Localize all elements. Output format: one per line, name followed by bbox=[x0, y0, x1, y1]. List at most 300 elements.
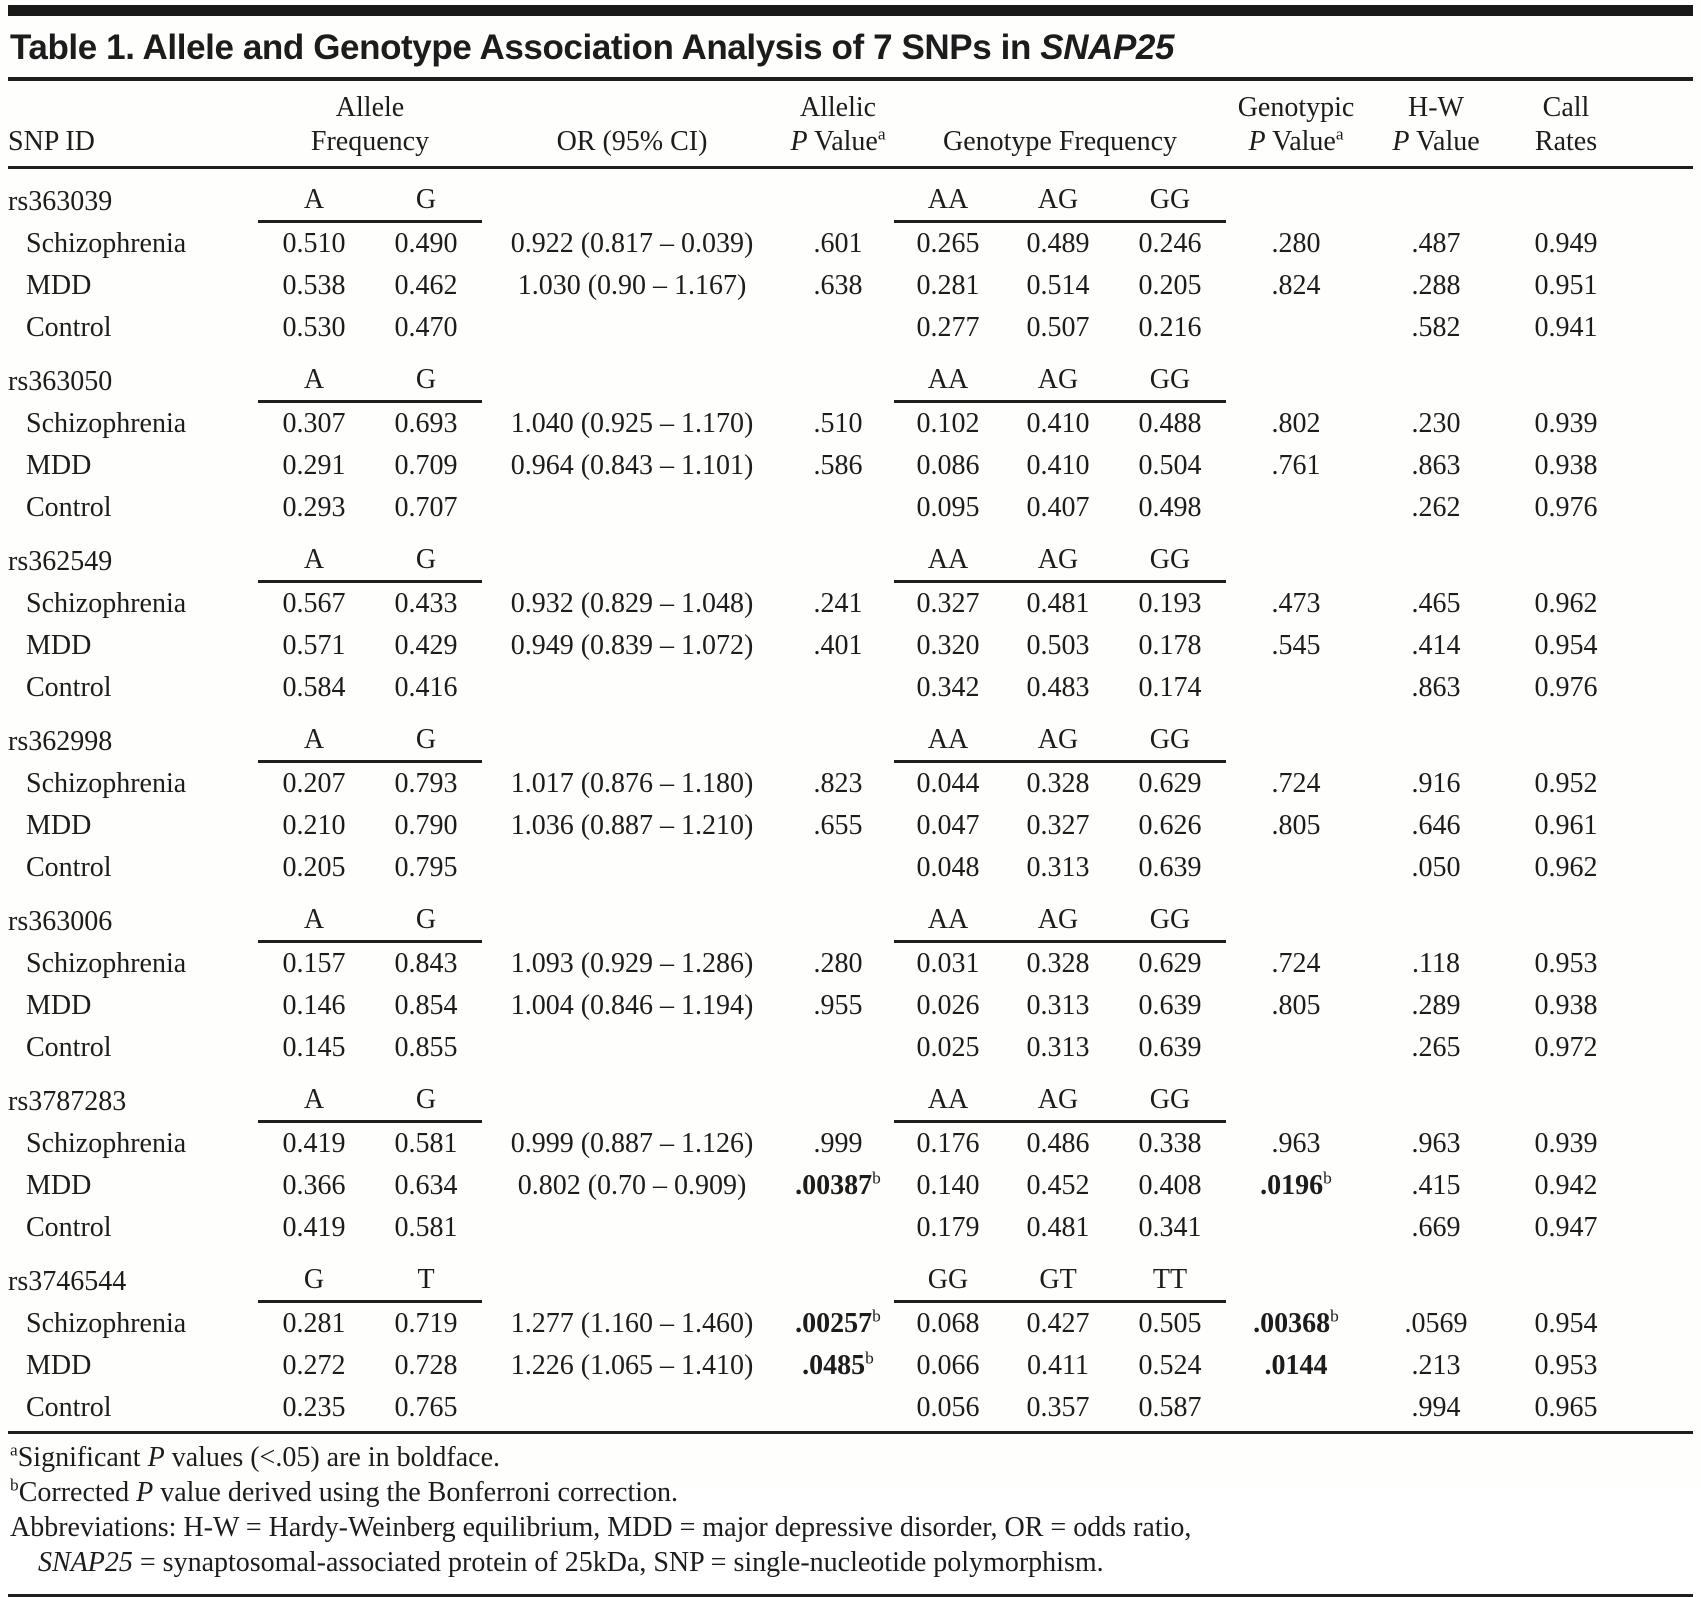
genotype-freq-value: 0.328 bbox=[1026, 948, 1090, 979]
genotype-freq-value: 0.488 bbox=[1138, 408, 1202, 439]
allelic-p-value-text: .00257 bbox=[795, 1308, 873, 1339]
snp-id: rs363050 bbox=[8, 365, 113, 397]
spacer bbox=[1366, 168, 1506, 222]
spacer bbox=[1626, 529, 1693, 582]
col-header-hw-p bbox=[1366, 125, 1506, 168]
call-rate-value: 0.947 bbox=[1534, 1212, 1598, 1243]
filler bbox=[1626, 582, 1693, 626]
table-title-text: Table 1. Allele and Genotype Association Analysis of 7 SNPs in bbox=[10, 28, 1041, 67]
spacer bbox=[1626, 168, 1693, 222]
genotype-freq-value: 0.507 bbox=[1026, 312, 1090, 343]
genotype-freq-value: 0.327 bbox=[916, 588, 980, 619]
genotype-freq-value: 0.056 bbox=[916, 1392, 980, 1423]
group-label: MDD bbox=[26, 1170, 92, 1201]
col-header-snp-id: SNP ID bbox=[8, 125, 258, 168]
spacer bbox=[482, 529, 782, 582]
genotype-freq-value: 0.483 bbox=[1026, 672, 1090, 703]
genotype-freq-value: 0.313 bbox=[1026, 852, 1090, 883]
footnote-a bbox=[10, 1440, 1693, 1475]
hw-p-value: .0569 bbox=[1404, 1308, 1468, 1339]
allelic-p-value-text: .955 bbox=[813, 990, 863, 1021]
or-ci-value: 1.036 (0.887 – 1.210) bbox=[510, 810, 754, 841]
or-ci-value: 0.999 (0.887 – 1.126) bbox=[510, 1128, 754, 1159]
abbreviations-text: = synaptosomal-associated protein of 25kDa, SNP = single-nucleotide polymorphism. bbox=[132, 1547, 1104, 1578]
call-rate-value: 0.938 bbox=[1534, 990, 1598, 1021]
allele-freq-value: 0.719 bbox=[394, 1308, 458, 1339]
allelic-p-value bbox=[782, 1345, 894, 1387]
genotypic-p-value bbox=[1226, 445, 1366, 487]
genotype-label: GG bbox=[1114, 1069, 1226, 1122]
table-row bbox=[8, 667, 1693, 709]
hw-p-value: .213 bbox=[1411, 1350, 1461, 1381]
p-italic: P bbox=[147, 1442, 165, 1473]
footnote-a-marker: a bbox=[10, 1440, 18, 1460]
spacer bbox=[1226, 529, 1366, 582]
hw-p-value: .288 bbox=[1411, 270, 1461, 301]
or-ci-value: 0.949 (0.839 – 1.072) bbox=[510, 630, 754, 661]
allele-label: G bbox=[370, 349, 482, 402]
hw-p-value: .994 bbox=[1411, 1392, 1461, 1423]
genotype-freq-value: 0.328 bbox=[1026, 768, 1090, 799]
allele-freq-value: 0.693 bbox=[394, 408, 458, 439]
genotypic-p-value bbox=[1226, 805, 1366, 847]
genotypic-p-value bbox=[1226, 1302, 1366, 1346]
or-ci-value: 1.093 (0.929 – 1.286) bbox=[510, 948, 754, 979]
p-italic: P bbox=[136, 1477, 154, 1508]
genotype-freq-value: 0.140 bbox=[916, 1170, 980, 1201]
spacer bbox=[1226, 709, 1366, 762]
genotype-freq-value: 0.639 bbox=[1138, 1032, 1202, 1063]
col-header-genotype-frequency: Genotype Frequency bbox=[894, 125, 1226, 168]
hw-p-value: .050 bbox=[1411, 852, 1461, 883]
allele-freq-value: 0.145 bbox=[282, 1032, 346, 1063]
genotypic-p-value bbox=[1226, 667, 1366, 709]
genotype-freq-value: 0.277 bbox=[916, 312, 980, 343]
allele-freq-value: 0.765 bbox=[394, 1392, 458, 1423]
genotype-label: AG bbox=[1002, 529, 1114, 582]
allelic-p-value-text: .280 bbox=[813, 948, 863, 979]
call-rate-value: 0.951 bbox=[1534, 270, 1598, 301]
filler bbox=[1626, 307, 1693, 349]
genotype-freq-value: 0.031 bbox=[916, 948, 980, 979]
spacer bbox=[1626, 1249, 1693, 1302]
filler bbox=[1626, 265, 1693, 307]
footnote-b-marker: b bbox=[865, 1348, 874, 1368]
or-ci-empty bbox=[482, 307, 782, 349]
spacer bbox=[782, 529, 894, 582]
allele-label: G bbox=[370, 529, 482, 582]
genotype-freq-value: 0.026 bbox=[916, 990, 980, 1021]
or-ci-value: 0.802 (0.70 – 0.909) bbox=[517, 1170, 747, 1201]
allele-label: G bbox=[370, 889, 482, 942]
hw-p-value: .487 bbox=[1411, 228, 1461, 259]
col-header-allele: Allele bbox=[335, 92, 405, 123]
genotype-freq-value: 0.068 bbox=[916, 1308, 980, 1339]
footnote-b-marker: b bbox=[872, 1168, 881, 1188]
genotypic-p-value-text: .824 bbox=[1271, 270, 1321, 301]
genotype-freq-value: 0.408 bbox=[1138, 1170, 1202, 1201]
allele-freq-value: 0.538 bbox=[282, 270, 346, 301]
call-rate-value: 0.949 bbox=[1534, 228, 1598, 259]
genotype-label: AA bbox=[894, 168, 1002, 222]
spacer bbox=[782, 1069, 894, 1122]
call-rate-value: 0.954 bbox=[1534, 630, 1598, 661]
allele-freq-value: 0.157 bbox=[282, 948, 346, 979]
spacer bbox=[1626, 349, 1693, 402]
allelic-p-value bbox=[782, 265, 894, 307]
table-row bbox=[8, 1387, 1693, 1429]
allele-label: A bbox=[258, 1069, 370, 1122]
hw-p-value: .646 bbox=[1411, 810, 1461, 841]
allele-label: A bbox=[258, 349, 370, 402]
allelic-p-value-text: .401 bbox=[813, 630, 863, 661]
table-row bbox=[8, 1302, 1693, 1346]
call-rate-value: 0.953 bbox=[1534, 1350, 1598, 1381]
call-rate-value: 0.976 bbox=[1534, 672, 1598, 703]
spacer bbox=[482, 1069, 782, 1122]
spacer bbox=[1226, 1069, 1366, 1122]
call-rate-value: 0.972 bbox=[1534, 1032, 1598, 1063]
allelic-p-value bbox=[782, 847, 894, 889]
genotype-freq-value: 0.639 bbox=[1138, 852, 1202, 883]
allele-freq-value: 0.419 bbox=[282, 1212, 346, 1243]
allele-freq-value: 0.429 bbox=[394, 630, 458, 661]
or-ci-value: 1.226 (1.065 – 1.410) bbox=[510, 1350, 754, 1381]
genotype-freq-value: 0.048 bbox=[916, 852, 980, 883]
hw-p-value: .963 bbox=[1411, 1128, 1461, 1159]
col-header-call: Call bbox=[1542, 92, 1590, 123]
genotype-label: AG bbox=[1002, 709, 1114, 762]
genotype-freq-value: 0.246 bbox=[1138, 228, 1202, 259]
call-rate-value: 0.965 bbox=[1534, 1392, 1598, 1423]
allelic-p-value bbox=[782, 222, 894, 266]
genotype-freq-value: 0.281 bbox=[916, 270, 980, 301]
group-label: MDD bbox=[26, 270, 92, 301]
genotypic-p-value-text: .473 bbox=[1271, 588, 1321, 619]
group-label: MDD bbox=[26, 990, 92, 1021]
abbreviations-line-1: Abbreviations: H-W = Hardy-Weinberg equilibrium, MDD = major depressive disorder, OR = odds ratio, bbox=[10, 1512, 1192, 1543]
genotypic-p-value bbox=[1226, 762, 1366, 806]
allele-freq-value: 0.416 bbox=[394, 672, 458, 703]
allelic-p-value bbox=[782, 1165, 894, 1207]
allele-freq-value: 0.146 bbox=[282, 990, 346, 1021]
allele-freq-value: 0.843 bbox=[394, 948, 458, 979]
allelic-p-value-text: .655 bbox=[813, 810, 863, 841]
or-ci-empty bbox=[482, 1387, 782, 1429]
filler bbox=[1626, 1302, 1693, 1346]
genotype-freq-value: 0.486 bbox=[1026, 1128, 1090, 1159]
genotypic-p-value bbox=[1226, 222, 1366, 266]
allele-freq-value: 0.470 bbox=[394, 312, 458, 343]
allele-freq-value: 0.462 bbox=[394, 270, 458, 301]
genotype-freq-value: 0.452 bbox=[1026, 1170, 1090, 1201]
genotype-freq-value: 0.342 bbox=[916, 672, 980, 703]
header-row-2 bbox=[8, 125, 1693, 168]
genotypic-p-value-text: .545 bbox=[1271, 630, 1321, 661]
spacer bbox=[482, 709, 782, 762]
group-label: Control bbox=[26, 492, 112, 523]
genotypic-p-value bbox=[1226, 307, 1366, 349]
spacer bbox=[482, 889, 782, 942]
snp-allele-header-row bbox=[8, 349, 1693, 402]
genotypic-p-value bbox=[1226, 402, 1366, 446]
table-row bbox=[8, 307, 1693, 349]
genotype-label: GG bbox=[1114, 168, 1226, 222]
or-ci-empty bbox=[482, 487, 782, 529]
genotype-freq-value: 0.193 bbox=[1138, 588, 1202, 619]
snp-allele-header-row bbox=[8, 529, 1693, 582]
snp-id: rs363006 bbox=[8, 905, 113, 937]
filler bbox=[1626, 1122, 1693, 1166]
allele-freq-value: 0.581 bbox=[394, 1128, 458, 1159]
top-rule-bar bbox=[8, 5, 1693, 16]
p-italic: P bbox=[790, 126, 808, 157]
gene-name-italic: SNAP25 bbox=[1040, 28, 1175, 67]
table-row bbox=[8, 265, 1693, 307]
spacer bbox=[1506, 168, 1626, 222]
snp-allele-header-row bbox=[8, 889, 1693, 942]
allele-freq-value: 0.709 bbox=[394, 450, 458, 481]
allelic-p-value-text: .510 bbox=[813, 408, 863, 439]
genotype-freq-value: 0.639 bbox=[1138, 990, 1202, 1021]
hw-p-value: .415 bbox=[1411, 1170, 1461, 1201]
genotype-freq-value: 0.629 bbox=[1138, 768, 1202, 799]
snp-allele-header-row bbox=[8, 1249, 1693, 1302]
filler bbox=[1626, 985, 1693, 1027]
allelic-p-value-text: .0485 bbox=[802, 1350, 866, 1381]
call-rate-value: 0.938 bbox=[1534, 450, 1598, 481]
genotype-freq-value: 0.427 bbox=[1026, 1308, 1090, 1339]
genotype-label: GG bbox=[894, 1249, 1002, 1302]
allele-label: A bbox=[258, 168, 370, 222]
allele-freq-value: 0.795 bbox=[394, 852, 458, 883]
filler bbox=[1626, 667, 1693, 709]
filler bbox=[1626, 942, 1693, 986]
call-rate-value: 0.953 bbox=[1534, 948, 1598, 979]
spacer bbox=[1626, 709, 1693, 762]
genotype-label: AG bbox=[1002, 889, 1114, 942]
header-spacer bbox=[894, 81, 1226, 125]
allele-freq-value: 0.855 bbox=[394, 1032, 458, 1063]
allele-freq-value: 0.419 bbox=[282, 1128, 346, 1159]
table-title bbox=[8, 16, 1693, 81]
group-label: Schizophrenia bbox=[26, 948, 187, 979]
genotype-freq-value: 0.102 bbox=[916, 408, 980, 439]
allelic-p-value bbox=[782, 762, 894, 806]
genotype-label: AA bbox=[894, 889, 1002, 942]
filler bbox=[1626, 1345, 1693, 1387]
footnote-b-marker: b bbox=[1330, 1306, 1339, 1326]
genotype-freq-value: 0.313 bbox=[1026, 1032, 1090, 1063]
spacer bbox=[1226, 1249, 1366, 1302]
group-label: Control bbox=[26, 672, 112, 703]
genotype-freq-value: 0.176 bbox=[916, 1128, 980, 1159]
allelic-p-value-text: .601 bbox=[813, 228, 863, 259]
table-row bbox=[8, 222, 1693, 266]
spacer bbox=[1506, 1249, 1626, 1302]
table-row bbox=[8, 985, 1693, 1027]
allele-freq-value: 0.366 bbox=[282, 1170, 346, 1201]
allelic-p-value bbox=[782, 942, 894, 986]
group-label: Schizophrenia bbox=[26, 228, 187, 259]
table-body bbox=[8, 168, 1693, 1430]
call-rate-value: 0.962 bbox=[1534, 852, 1598, 883]
or-ci-empty bbox=[482, 847, 782, 889]
genotypic-p-value-text: .963 bbox=[1271, 1128, 1321, 1159]
footnote-a-marker: a bbox=[877, 124, 886, 144]
genotypic-p-value bbox=[1226, 1027, 1366, 1069]
hw-p-value: .118 bbox=[1412, 948, 1460, 979]
allele-freq-value: 0.728 bbox=[394, 1350, 458, 1381]
genotypic-p-value bbox=[1226, 1387, 1366, 1429]
allele-freq-value: 0.571 bbox=[282, 630, 346, 661]
genotype-freq-value: 0.498 bbox=[1138, 492, 1202, 523]
allelic-p-value bbox=[782, 445, 894, 487]
footnote-a-marker: a bbox=[1335, 124, 1344, 144]
spacer bbox=[782, 709, 894, 762]
genotypic-p-value bbox=[1226, 487, 1366, 529]
allele-freq-value: 0.433 bbox=[394, 588, 458, 619]
p-italic: P bbox=[1392, 126, 1410, 157]
allelic-p-value bbox=[782, 402, 894, 446]
hw-p-value: .863 bbox=[1411, 450, 1461, 481]
table-row bbox=[8, 445, 1693, 487]
table-row bbox=[8, 1345, 1693, 1387]
genotype-freq-value: 0.216 bbox=[1138, 312, 1202, 343]
header-row-1 bbox=[8, 81, 1693, 125]
genotype-freq-value: 0.338 bbox=[1138, 1128, 1202, 1159]
genotypic-p-value bbox=[1226, 847, 1366, 889]
footnotes-section bbox=[8, 1431, 1693, 1590]
group-label: Control bbox=[26, 1032, 112, 1063]
genotype-freq-value: 0.626 bbox=[1138, 810, 1202, 841]
p-italic: P bbox=[1248, 126, 1266, 157]
spacer bbox=[1226, 168, 1366, 222]
or-ci-value: 0.932 (0.829 – 1.048) bbox=[510, 588, 754, 619]
hw-p-value: .414 bbox=[1411, 630, 1461, 661]
genotypic-p-value bbox=[1226, 942, 1366, 986]
genotype-freq-value: 0.357 bbox=[1026, 1392, 1090, 1423]
snp-id: rs3787283 bbox=[8, 1085, 127, 1117]
spacer bbox=[1506, 349, 1626, 402]
group-label: Control bbox=[26, 852, 112, 883]
genotype-freq-value: 0.505 bbox=[1138, 1308, 1202, 1339]
filler bbox=[1626, 762, 1693, 806]
genotype-label: AA bbox=[894, 349, 1002, 402]
genotypic-p-value-text: .724 bbox=[1271, 948, 1321, 979]
genotype-freq-value: 0.629 bbox=[1138, 948, 1202, 979]
genotypic-p-value bbox=[1226, 985, 1366, 1027]
genotype-label: TT bbox=[1114, 1249, 1226, 1302]
allele-freq-value: 0.307 bbox=[282, 408, 346, 439]
allele-label: G bbox=[370, 709, 482, 762]
genotype-freq-value: 0.341 bbox=[1138, 1212, 1202, 1243]
spacer bbox=[782, 1249, 894, 1302]
hw-p-value: .230 bbox=[1411, 408, 1461, 439]
hw-p-value: .582 bbox=[1411, 312, 1461, 343]
genotype-freq-value: 0.327 bbox=[1026, 810, 1090, 841]
value-word: Value bbox=[1272, 126, 1336, 157]
call-rate-value: 0.941 bbox=[1534, 312, 1598, 343]
footnote-a-text: Significant bbox=[17, 1442, 148, 1473]
allele-freq-value: 0.291 bbox=[282, 450, 346, 481]
allelic-p-value bbox=[782, 805, 894, 847]
spacer bbox=[1626, 889, 1693, 942]
genotypic-p-value bbox=[1226, 1207, 1366, 1249]
genotypic-p-value bbox=[1226, 1165, 1366, 1207]
allelic-p-value bbox=[782, 667, 894, 709]
genotype-freq-value: 0.489 bbox=[1026, 228, 1090, 259]
allele-label: A bbox=[258, 889, 370, 942]
genotype-freq-value: 0.044 bbox=[916, 768, 980, 799]
snp-allele-header-row bbox=[8, 168, 1693, 222]
genotypic-p-value-text: .280 bbox=[1271, 228, 1321, 259]
col-header-allelic-p bbox=[782, 125, 894, 168]
spacer bbox=[1366, 709, 1506, 762]
genotypic-p-value bbox=[1226, 265, 1366, 307]
table-header bbox=[8, 81, 1693, 168]
spacer bbox=[1506, 1069, 1626, 1122]
genotype-label: AA bbox=[894, 1069, 1002, 1122]
allelic-p-value bbox=[782, 985, 894, 1027]
footnote-b-text: value derived using the Bonferroni correction. bbox=[153, 1477, 679, 1508]
allele-freq-value: 0.272 bbox=[282, 1350, 346, 1381]
genotype-label: AA bbox=[894, 709, 1002, 762]
genotype-freq-value: 0.481 bbox=[1026, 1212, 1090, 1243]
or-ci-value: 1.017 (0.876 – 1.180) bbox=[510, 768, 754, 799]
genotype-freq-value: 0.504 bbox=[1138, 450, 1202, 481]
allelic-p-value bbox=[782, 1027, 894, 1069]
genotypic-p-value-text: .802 bbox=[1271, 408, 1321, 439]
hw-p-value: .669 bbox=[1411, 1212, 1461, 1243]
snp-id: rs362549 bbox=[8, 545, 113, 577]
col-header-genotypic-p bbox=[1226, 125, 1366, 168]
filler bbox=[1626, 402, 1693, 446]
genotypic-p-value bbox=[1226, 625, 1366, 667]
call-rate-value: 0.954 bbox=[1534, 1308, 1598, 1339]
spacer bbox=[1366, 1069, 1506, 1122]
allele-label: G bbox=[370, 168, 482, 222]
snp-allele-header-row bbox=[8, 709, 1693, 762]
col-header-rates: Rates bbox=[1506, 125, 1626, 168]
allele-freq-value: 0.854 bbox=[394, 990, 458, 1021]
allele-freq-value: 0.235 bbox=[282, 1392, 346, 1423]
call-rate-value: 0.952 bbox=[1534, 768, 1598, 799]
allele-label: G bbox=[370, 1069, 482, 1122]
allelic-p-value-text: .586 bbox=[813, 450, 863, 481]
header-spacer bbox=[1626, 125, 1693, 168]
call-rate-value: 0.939 bbox=[1534, 1128, 1598, 1159]
header-spacer bbox=[8, 81, 258, 125]
genotype-label: AG bbox=[1002, 168, 1114, 222]
genotype-label: GG bbox=[1114, 709, 1226, 762]
allele-freq-value: 0.281 bbox=[282, 1308, 346, 1339]
allele-freq-value: 0.793 bbox=[394, 768, 458, 799]
table-row bbox=[8, 847, 1693, 889]
genotype-freq-value: 0.410 bbox=[1026, 408, 1090, 439]
table-row bbox=[8, 487, 1693, 529]
genotype-freq-value: 0.503 bbox=[1026, 630, 1090, 661]
genotype-freq-value: 0.178 bbox=[1138, 630, 1202, 661]
snp-allele-header-row bbox=[8, 1069, 1693, 1122]
genotype-label: GG bbox=[1114, 529, 1226, 582]
allele-freq-value: 0.567 bbox=[282, 588, 346, 619]
call-rate-value: 0.939 bbox=[1534, 408, 1598, 439]
filler bbox=[1626, 222, 1693, 266]
spacer bbox=[1226, 889, 1366, 942]
filler bbox=[1626, 847, 1693, 889]
genotype-label: GT bbox=[1002, 1249, 1114, 1302]
